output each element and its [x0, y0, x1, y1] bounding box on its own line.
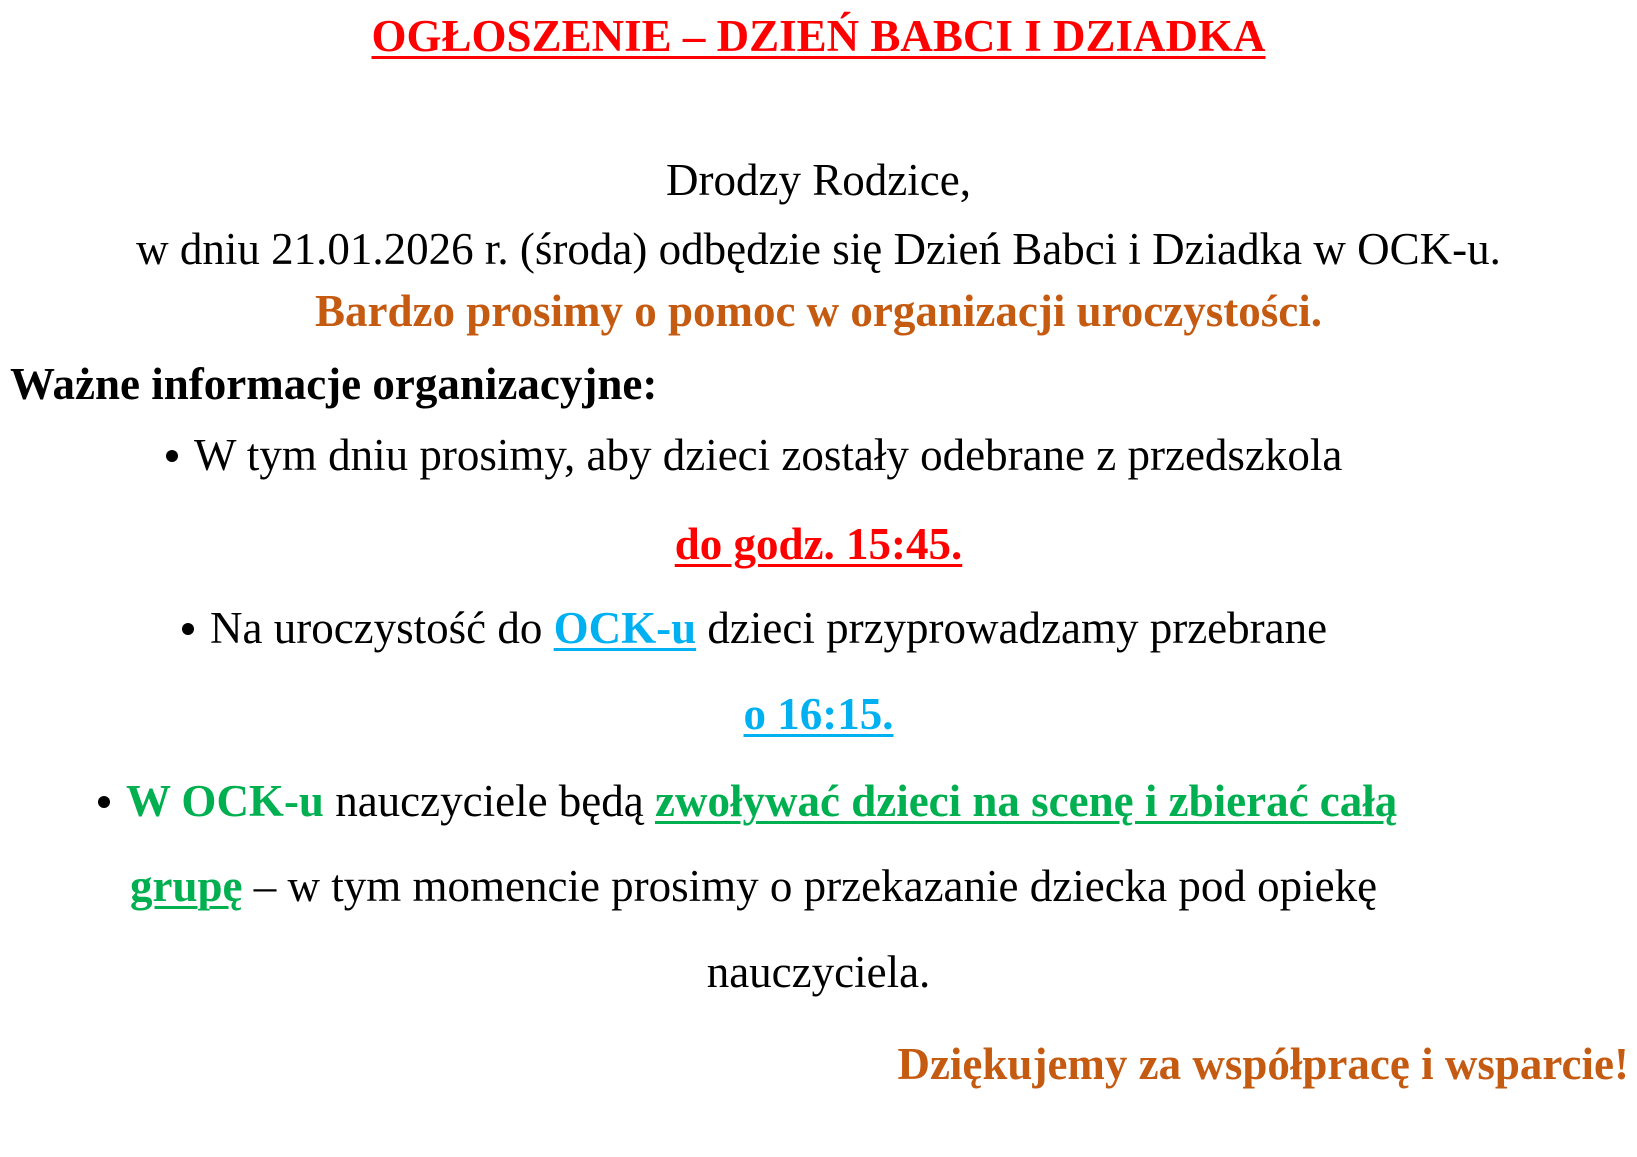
bullet-1-highlight	[0, 519, 1637, 569]
greeting: Drodzy Rodzice,	[666, 155, 971, 205]
bullet-3-text-mid: nauczyciele będą	[323, 776, 655, 826]
bullet-2-place: OCK-u	[553, 603, 697, 653]
bullet-2-text-after: dzieci przyprowadzamy przebrane	[696, 603, 1328, 653]
request-text: Bardzo prosimy o pomoc w organizacji uroczystości.	[315, 286, 1322, 336]
bullet-dot	[166, 450, 178, 462]
info-heading: Ważne informacje organizacyjne:	[10, 359, 658, 409]
arrival-time: o 16:15.	[743, 689, 894, 739]
bullet-1-text: W tym dniu prosimy, aby dzieci zostały odebrane z przedszkola	[194, 430, 1343, 480]
bullet-3-underlined-2: grupę	[130, 861, 243, 911]
bullet-3	[98, 776, 1398, 826]
bullet-1	[166, 430, 1343, 480]
bullet-2	[182, 603, 1328, 653]
bullet-dot	[98, 796, 110, 808]
page-title: OGŁOSZENIE – DZIEŃ BABCI I DZIADKA	[371, 11, 1266, 61]
bullet-3-lead: W OCK-u	[126, 776, 324, 826]
bullet-2-text-before: Na uroczystość do	[210, 603, 554, 653]
bullet-2-highlight	[0, 689, 1637, 739]
intro-text: w dniu 21.01.2026 r. (środa) odbędzie się Dzień Babci i Dziadka w OCK-u.	[136, 224, 1501, 274]
bullet-3-line-3: nauczyciela.	[706, 947, 931, 997]
bullet-3-line-2	[130, 861, 1378, 911]
bullet-3-text-after: – w tym momencie prosimy o przekazanie dziecka pod opiekę	[242, 861, 1378, 911]
pickup-time: do godz. 15:45.	[674, 519, 963, 569]
closing-text: Dziękujemy za współpracę i wsparcie!	[897, 1039, 1629, 1089]
bullet-3-underlined-1: zwoływać dzieci na scenę i zbierać całą	[655, 776, 1398, 826]
bullet-dot	[182, 623, 194, 635]
